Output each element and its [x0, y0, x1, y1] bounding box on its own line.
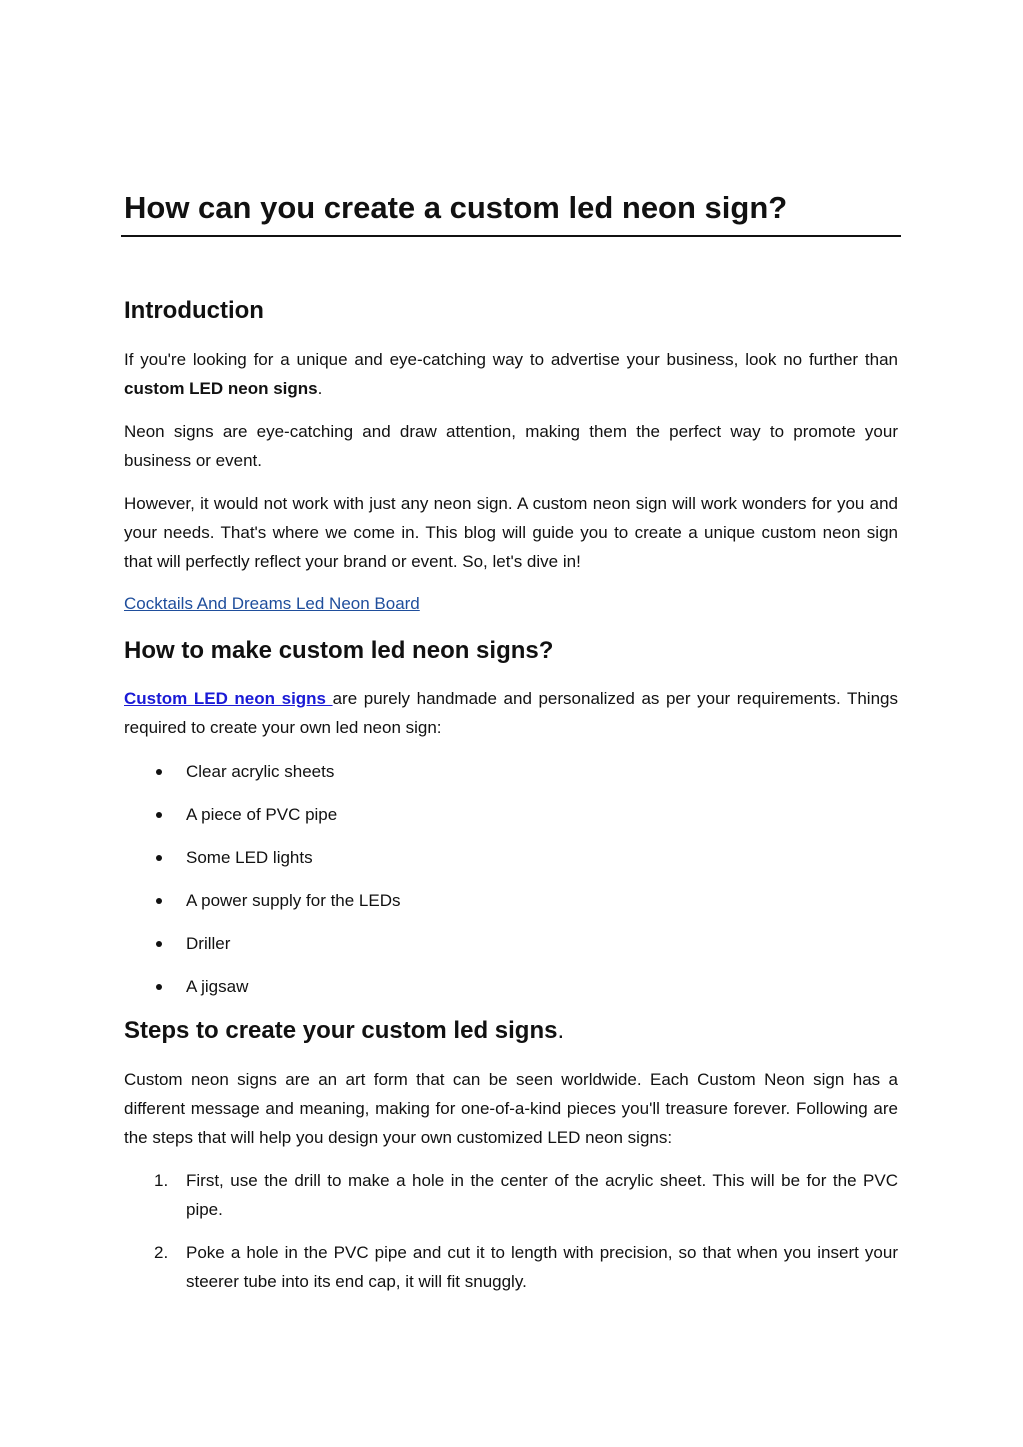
- intro-paragraph-1-bold: custom LED neon signs: [124, 379, 318, 398]
- how-to-paragraph-text: are purely handmade and personalized as per your requirements. Things required to create your own led neon sign:: [124, 689, 898, 737]
- list-item-label: A piece of PVC pipe: [186, 805, 338, 824]
- how-to-heading: How to make custom led neon signs?: [124, 637, 554, 664]
- cocktails-link-paragraph: [124, 589, 898, 618]
- list-item-label: Some LED lights: [186, 848, 313, 867]
- required-items-list: [124, 757, 898, 1015]
- cocktails-neon-board-link[interactable]: Cocktails And Dreams Led Neon Board: [124, 594, 420, 613]
- list-item: [124, 843, 898, 886]
- bullet-icon: [156, 941, 162, 947]
- step-text: Poke a hole in the PVC pipe and cut it to length with precision, so that when you insert your steerer tube into its end cap, it will fit snuggly.: [186, 1243, 898, 1291]
- bullet-icon: [156, 855, 162, 861]
- steps-heading: [124, 1016, 564, 1046]
- intro-paragraph-2: Neon signs are eye-catching and draw attention, making them the perfect way to promote your business or event.: [124, 422, 898, 470]
- bullet-icon: [156, 898, 162, 904]
- step-number: 1.: [154, 1171, 169, 1190]
- list-item: [124, 972, 898, 1015]
- page-title: How can you create a custom led neon sign?: [124, 190, 788, 225]
- bullet-icon: [156, 984, 162, 990]
- list-item: [124, 1238, 898, 1296]
- custom-led-neon-signs-link[interactable]: Custom LED neon signs: [124, 689, 333, 708]
- list-item-label: Driller: [186, 934, 231, 953]
- list-item-label: Clear acrylic sheets: [186, 762, 335, 781]
- steps-intro-paragraph: Custom neon signs are an art form that can be seen worldwide. Each Custom Neon sign has a different message and meaning, making for one-of-a-kind pieces you'll treasure forever. Following are the steps that will help you design your own customized LED neon signs:: [124, 1070, 898, 1147]
- list-item: [124, 1166, 898, 1224]
- how-to-paragraph: [124, 684, 898, 742]
- list-item: [124, 800, 898, 843]
- intro-heading: Introduction: [124, 297, 264, 324]
- list-item: [124, 886, 898, 929]
- list-item-label: A jigsaw: [186, 977, 249, 996]
- step-number: 2.: [154, 1243, 169, 1262]
- intro-paragraph-3: However, it would not work with just any neon sign. A custom neon sign will work wonders for you and your needs. That's where we come in. This blog will guide you to create a unique custom neon sign that will perfectly reflect your brand or event. So, let's dive in!: [124, 494, 898, 571]
- bullet-icon: [156, 812, 162, 818]
- title-underline: [121, 235, 901, 237]
- list-item-label: A power supply for the LEDs: [186, 891, 401, 910]
- intro-paragraph-1: [124, 345, 898, 403]
- steps-heading-end: .: [557, 1017, 565, 1044]
- list-item: [124, 757, 898, 800]
- intro-paragraph-1-text: If you're looking for a unique and eye-catching way to advertise your business, look no further than: [124, 350, 898, 369]
- steps-list: [124, 1166, 898, 1310]
- steps-heading-text: Steps to create your custom led signs: [124, 1017, 558, 1044]
- bullet-icon: [156, 769, 162, 775]
- list-item: [124, 929, 898, 972]
- step-text: First, use the drill to make a hole in the center of the acrylic sheet. This will be for the PVC pipe.: [186, 1171, 898, 1219]
- intro-paragraph-1-end: .: [317, 379, 323, 398]
